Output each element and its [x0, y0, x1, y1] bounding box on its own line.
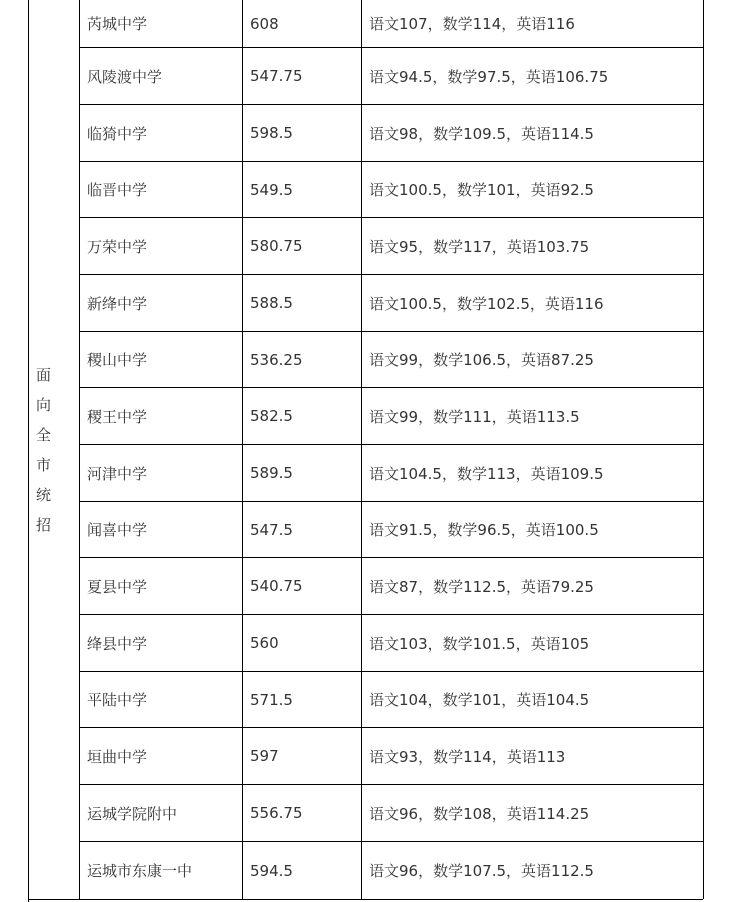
table-row	[80, 162, 703, 218]
subject-scores-cell: 语文104，数学101，英语104.5	[369, 691, 590, 709]
total-score-cell: 582.5	[250, 407, 293, 425]
subject-scores-cell: 语文99，数学106.5，英语87.25	[369, 351, 594, 369]
category-label: 面向全市统招	[36, 365, 52, 534]
table-row	[80, 388, 703, 445]
total-score-cell: 560	[250, 634, 279, 652]
subject-scores-cell: 语文99，数学111，英语113.5	[369, 407, 580, 426]
subject-scores-cell: 语文93，数学114，英语113	[369, 747, 566, 766]
subject-scores-cell: 语文96，数学108，英语114.25	[369, 804, 590, 823]
school-name-cell: 新绛中学	[87, 294, 148, 313]
table-row	[80, 558, 703, 615]
total-score-cell: 571.5	[250, 690, 293, 709]
subject-scores-cell: 语文103，数学101.5，英语105	[369, 634, 590, 653]
subject-scores-cell: 语文87，数学112.5，英语79.25	[369, 577, 594, 596]
total-score-cell: 547.5	[250, 520, 293, 539]
total-score-cell: 549.5	[250, 180, 293, 199]
school-name-cell: 万荣中学	[87, 237, 148, 256]
total-score-cell: 580.75	[250, 237, 303, 255]
school-name-cell: 稷王中学	[87, 407, 148, 426]
total-score-cell: 588.5	[250, 294, 293, 312]
table-row	[80, 48, 703, 105]
table-row	[80, 728, 703, 785]
total-score-cell: 597	[250, 747, 279, 765]
subject-scores-cell: 语文91.5，数学96.5，英语100.5	[369, 521, 599, 539]
school-name-cell: 河津中学	[87, 464, 148, 483]
school-name-cell: 垣曲中学	[87, 747, 148, 766]
school-name-cell: 平陆中学	[87, 691, 148, 709]
table-row	[80, 275, 703, 332]
school-name-cell: 绛县中学	[87, 634, 148, 653]
subject-scores-cell: 语文107，数学114，英语116	[369, 15, 575, 33]
table-row	[80, 445, 703, 502]
total-score-cell: 608	[250, 14, 279, 33]
school-name-cell: 临晋中学	[87, 181, 148, 199]
table-row	[80, 785, 703, 842]
table-row	[80, 218, 703, 275]
subject-scores-cell: 语文95，数学117，英语103.75	[369, 237, 590, 256]
table-border-right	[703, 0, 704, 899]
subject-scores-cell: 语文96，数学107.5，英语112.5	[369, 862, 594, 880]
school-name-cell: 运城市东康一中	[87, 862, 193, 880]
table-row	[80, 615, 703, 672]
subject-scores-cell: 语文104.5，数学113，英语109.5	[369, 464, 604, 483]
table-row	[80, 0, 703, 48]
table-row	[80, 842, 703, 899]
total-score-cell: 536.25	[250, 350, 303, 369]
total-score-cell: 556.75	[250, 804, 303, 822]
table-row	[80, 332, 703, 388]
school-name-cell: 芮城中学	[87, 15, 148, 33]
school-name-cell: 夏县中学	[87, 577, 148, 596]
school-name-cell: 运城学院附中	[87, 804, 178, 823]
table-border-bottom	[28, 899, 703, 900]
table-row	[80, 502, 703, 558]
subject-scores-cell: 语文98，数学109.5，英语114.5	[369, 124, 594, 143]
table-row	[80, 672, 703, 728]
school-name-cell: 临猗中学	[87, 124, 148, 143]
school-name-cell: 闻喜中学	[87, 521, 148, 539]
subject-scores-cell: 语文100.5，数学102.5，英语116	[369, 294, 604, 313]
subject-scores-cell: 语文94.5，数学97.5，英语106.75	[369, 67, 609, 86]
category-cell	[28, 0, 79, 899]
total-score-cell: 598.5	[250, 124, 293, 142]
total-score-cell: 589.5	[250, 464, 293, 482]
school-name-cell: 稷山中学	[87, 351, 148, 369]
total-score-cell: 547.75	[250, 67, 303, 85]
total-score-cell: 540.75	[250, 577, 303, 595]
subject-scores-cell: 语文100.5，数学101，英语92.5	[369, 181, 594, 199]
table-row	[80, 105, 703, 162]
school-name-cell: 风陵渡中学	[87, 67, 163, 86]
total-score-cell: 594.5	[250, 861, 293, 880]
